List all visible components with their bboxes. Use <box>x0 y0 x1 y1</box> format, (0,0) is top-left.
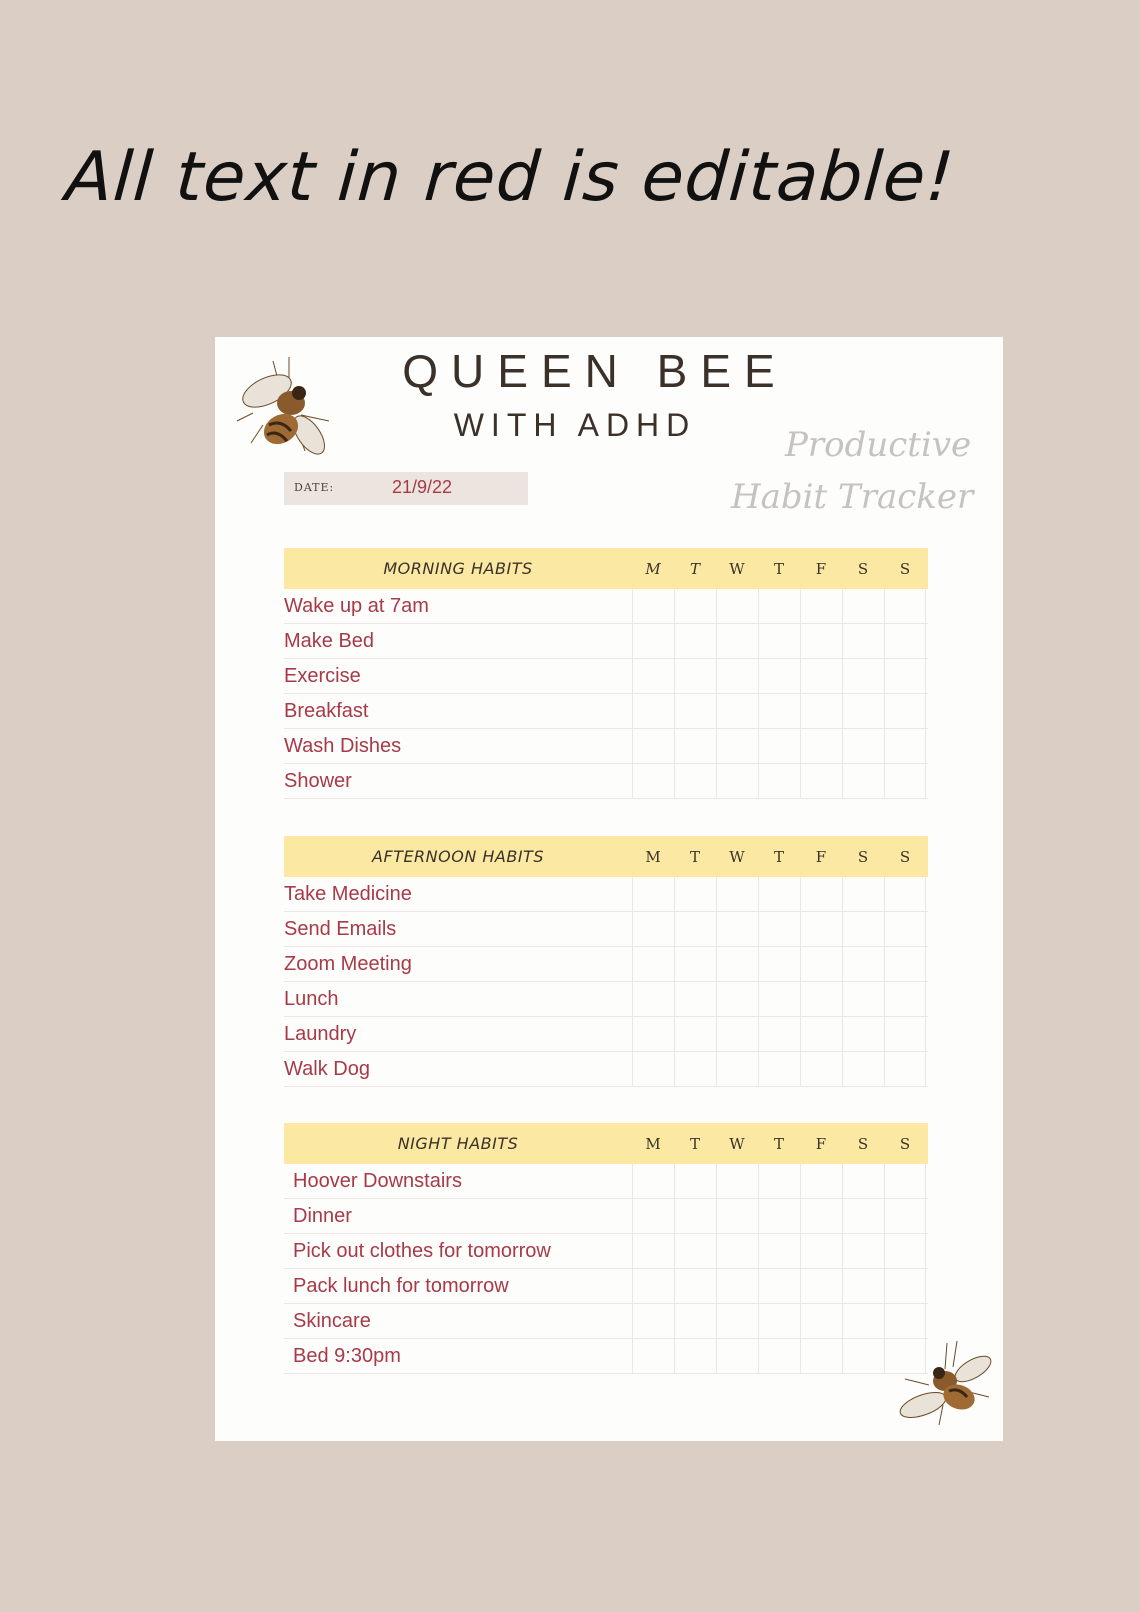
habit-label[interactable]: Laundry <box>284 1023 357 1045</box>
check-cell[interactable] <box>632 1269 674 1303</box>
check-cell[interactable] <box>716 1269 758 1303</box>
check-cell[interactable] <box>800 694 842 728</box>
check-cell[interactable] <box>758 729 800 763</box>
check-cell[interactable] <box>842 729 884 763</box>
check-cell[interactable] <box>842 877 884 911</box>
check-cell[interactable] <box>758 947 800 981</box>
habit-label[interactable]: Pack lunch for tomorrow <box>293 1275 509 1297</box>
check-cell[interactable] <box>800 1199 842 1233</box>
habit-row <box>284 589 928 624</box>
check-cell[interactable] <box>674 1164 716 1198</box>
day-header: S <box>857 847 869 866</box>
check-cell[interactable] <box>716 1234 758 1268</box>
check-cell[interactable] <box>674 1339 716 1373</box>
check-cell[interactable] <box>800 624 842 658</box>
habit-row <box>284 1199 928 1234</box>
day-header: S <box>899 559 911 578</box>
bee-illustration <box>233 351 343 461</box>
check-cell[interactable] <box>674 912 716 946</box>
habit-row <box>284 624 928 659</box>
check-cell[interactable] <box>632 1017 674 1051</box>
check-cell[interactable] <box>716 1164 758 1198</box>
section-header <box>284 548 928 589</box>
check-cell[interactable] <box>716 1017 758 1051</box>
day-header: M <box>645 847 661 866</box>
check-cell[interactable] <box>884 1234 926 1268</box>
check-cell[interactable] <box>884 624 926 658</box>
check-cell[interactable] <box>842 912 884 946</box>
check-cell[interactable] <box>632 1199 674 1233</box>
check-cell[interactable] <box>842 1052 884 1086</box>
check-cell[interactable] <box>674 1017 716 1051</box>
check-cell[interactable] <box>632 877 674 911</box>
check-cell[interactable] <box>674 764 716 798</box>
day-header: T <box>773 847 784 866</box>
habit-row <box>284 912 928 947</box>
check-cell[interactable] <box>716 624 758 658</box>
check-cell[interactable] <box>800 589 842 623</box>
check-cell[interactable] <box>758 982 800 1016</box>
check-cell[interactable] <box>758 589 800 623</box>
day-header: W <box>729 847 745 866</box>
check-cell[interactable] <box>632 729 674 763</box>
habit-row <box>284 1234 928 1269</box>
script-habit-tracker: Habit Tracker <box>731 477 974 517</box>
day-header: W <box>729 559 745 578</box>
check-cell[interactable] <box>674 982 716 1016</box>
check-cell[interactable] <box>800 1234 842 1268</box>
habit-row <box>284 1017 928 1052</box>
check-cell[interactable] <box>758 1339 800 1373</box>
check-cell[interactable] <box>674 659 716 693</box>
habit-tracker-sheet <box>215 337 1003 1441</box>
check-cell[interactable] <box>758 1269 800 1303</box>
date-label: DATE: <box>294 481 335 494</box>
check-cell[interactable] <box>800 1304 842 1338</box>
check-cell[interactable] <box>716 1304 758 1338</box>
check-cell[interactable] <box>632 947 674 981</box>
date-value[interactable]: 21/9/22 <box>392 477 453 497</box>
sheet-subtitle: WITH ADHD <box>453 407 697 443</box>
check-cell[interactable] <box>758 1199 800 1233</box>
check-cell[interactable] <box>716 912 758 946</box>
check-cell[interactable] <box>674 694 716 728</box>
check-cell[interactable] <box>842 1234 884 1268</box>
check-cell[interactable] <box>716 694 758 728</box>
check-cell[interactable] <box>632 1052 674 1086</box>
habit-row <box>284 1269 928 1304</box>
night-habits-section <box>284 1123 928 1374</box>
section-title: NIGHT HABITS <box>397 1134 519 1153</box>
check-cell[interactable] <box>800 659 842 693</box>
check-cell[interactable] <box>758 1052 800 1086</box>
check-cell[interactable] <box>716 982 758 1016</box>
check-cell[interactable] <box>674 877 716 911</box>
check-cell[interactable] <box>884 1304 926 1338</box>
check-cell[interactable] <box>842 947 884 981</box>
habit-row <box>284 1339 928 1374</box>
check-cell[interactable] <box>758 912 800 946</box>
day-header: S <box>857 559 869 578</box>
day-header: M <box>645 559 661 578</box>
script-productive: Productive <box>785 425 972 465</box>
habit-row <box>284 694 928 729</box>
habit-label[interactable]: Send Emails <box>284 918 397 940</box>
check-cell[interactable] <box>884 877 926 911</box>
check-cell[interactable] <box>758 1017 800 1051</box>
habit-label[interactable]: Take Medicine <box>284 883 412 905</box>
check-cell[interactable] <box>884 912 926 946</box>
check-cell[interactable] <box>674 947 716 981</box>
check-cell[interactable] <box>842 982 884 1016</box>
check-cell[interactable] <box>884 947 926 981</box>
check-cell[interactable] <box>884 764 926 798</box>
check-cell[interactable] <box>842 624 884 658</box>
day-header: T <box>689 847 700 866</box>
check-cell[interactable] <box>716 1199 758 1233</box>
habit-label[interactable]: Lunch <box>284 988 339 1010</box>
date-field[interactable] <box>284 472 528 505</box>
check-cell[interactable] <box>800 764 842 798</box>
check-cell[interactable] <box>884 589 926 623</box>
check-cell[interactable] <box>800 729 842 763</box>
habit-label[interactable]: Hoover Downstairs <box>293 1170 462 1192</box>
check-cell[interactable] <box>884 1199 926 1233</box>
check-cell[interactable] <box>884 1164 926 1198</box>
day-header: T <box>773 559 784 578</box>
check-cell[interactable] <box>800 912 842 946</box>
day-header: T <box>689 1134 700 1153</box>
check-cell[interactable] <box>800 1017 842 1051</box>
check-cell[interactable] <box>632 982 674 1016</box>
habit-label[interactable]: Skincare <box>293 1310 371 1332</box>
day-header: S <box>857 1134 869 1153</box>
check-cell[interactable] <box>716 764 758 798</box>
check-cell[interactable] <box>674 1234 716 1268</box>
bee-illustration <box>895 1339 995 1429</box>
check-cell[interactable] <box>800 1339 842 1373</box>
check-cell[interactable] <box>758 659 800 693</box>
check-cell[interactable] <box>842 1164 884 1198</box>
check-cell[interactable] <box>674 1269 716 1303</box>
day-header: W <box>729 1134 745 1153</box>
day-header: S <box>899 847 911 866</box>
check-cell[interactable] <box>842 694 884 728</box>
check-cell[interactable] <box>758 624 800 658</box>
check-cell[interactable] <box>800 1269 842 1303</box>
habit-label[interactable]: Wake up at 7am <box>284 595 429 617</box>
habit-label[interactable]: Zoom Meeting <box>284 953 412 975</box>
habit-label[interactable]: Shower <box>284 770 352 792</box>
habit-label[interactable]: Breakfast <box>284 700 369 722</box>
day-header: F <box>815 847 827 866</box>
check-cell[interactable] <box>884 694 926 728</box>
check-cell[interactable] <box>758 1304 800 1338</box>
habit-row <box>284 1164 928 1199</box>
day-header: F <box>815 559 827 578</box>
check-cell[interactable] <box>674 589 716 623</box>
check-cell[interactable] <box>716 1052 758 1086</box>
check-cell[interactable] <box>800 1052 842 1086</box>
habit-row <box>284 659 928 694</box>
check-cell[interactable] <box>842 1199 884 1233</box>
day-header: T <box>773 1134 784 1153</box>
check-cell[interactable] <box>842 1339 884 1373</box>
check-cell[interactable] <box>758 1164 800 1198</box>
section-header <box>284 1123 928 1164</box>
check-cell[interactable] <box>716 659 758 693</box>
habit-row <box>284 877 928 912</box>
check-cell[interactable] <box>884 729 926 763</box>
check-cell[interactable] <box>758 877 800 911</box>
habit-label[interactable]: Pick out clothes for tomorrow <box>293 1240 551 1262</box>
habit-label[interactable]: Dinner <box>293 1205 352 1227</box>
check-cell[interactable] <box>632 1304 674 1338</box>
check-cell[interactable] <box>632 1339 674 1373</box>
habit-row <box>284 729 928 764</box>
section-header <box>284 836 928 877</box>
sheet-title: QUEEN BEE <box>402 345 788 397</box>
habit-label[interactable]: Walk Dog <box>284 1058 370 1080</box>
check-cell[interactable] <box>716 947 758 981</box>
check-cell[interactable] <box>632 1234 674 1268</box>
check-cell[interactable] <box>632 912 674 946</box>
habit-label[interactable]: Make Bed <box>284 630 375 652</box>
check-cell[interactable] <box>884 982 926 1016</box>
check-cell[interactable] <box>842 1269 884 1303</box>
check-cell[interactable] <box>716 877 758 911</box>
check-cell[interactable] <box>758 1234 800 1268</box>
check-cell[interactable] <box>884 1017 926 1051</box>
habit-row <box>284 1304 928 1339</box>
check-cell[interactable] <box>674 1052 716 1086</box>
afternoon-habits-section <box>284 836 928 1087</box>
day-header: T <box>689 559 700 578</box>
check-cell[interactable] <box>716 729 758 763</box>
day-header: M <box>645 1134 661 1153</box>
check-cell[interactable] <box>884 1269 926 1303</box>
check-cell[interactable] <box>632 764 674 798</box>
habit-row <box>284 764 928 799</box>
check-cell[interactable] <box>842 1017 884 1051</box>
check-cell[interactable] <box>632 694 674 728</box>
check-cell[interactable] <box>632 589 674 623</box>
day-header: F <box>815 1134 827 1153</box>
check-cell[interactable] <box>842 659 884 693</box>
check-cell[interactable] <box>884 659 926 693</box>
habit-row <box>284 1052 928 1087</box>
check-cell[interactable] <box>800 947 842 981</box>
check-cell[interactable] <box>674 729 716 763</box>
check-cell[interactable] <box>632 1164 674 1198</box>
check-cell[interactable] <box>674 624 716 658</box>
morning-habits-section <box>284 548 928 799</box>
habit-row <box>284 982 928 1017</box>
check-cell[interactable] <box>800 877 842 911</box>
habit-row <box>284 947 928 982</box>
check-cell[interactable] <box>758 694 800 728</box>
check-cell[interactable] <box>716 589 758 623</box>
check-cell[interactable] <box>758 764 800 798</box>
check-cell[interactable] <box>842 1304 884 1338</box>
check-cell[interactable] <box>632 659 674 693</box>
check-cell[interactable] <box>800 982 842 1016</box>
habit-label[interactable]: Bed 9:30pm <box>293 1345 401 1367</box>
section-title: MORNING HABITS <box>383 559 533 578</box>
check-cell[interactable] <box>884 1052 926 1086</box>
check-cell[interactable] <box>632 624 674 658</box>
section-title: AFTERNOON HABITS <box>372 847 544 866</box>
habit-label[interactable]: Wash Dishes <box>284 735 402 757</box>
habit-label[interactable]: Exercise <box>284 665 361 687</box>
check-cell[interactable] <box>842 764 884 798</box>
check-cell[interactable] <box>674 1199 716 1233</box>
check-cell[interactable] <box>842 589 884 623</box>
banner-heading: All text in red is editable! <box>63 138 958 217</box>
check-cell[interactable] <box>674 1304 716 1338</box>
day-header: S <box>899 1134 911 1153</box>
check-cell[interactable] <box>716 1339 758 1373</box>
check-cell[interactable] <box>800 1164 842 1198</box>
